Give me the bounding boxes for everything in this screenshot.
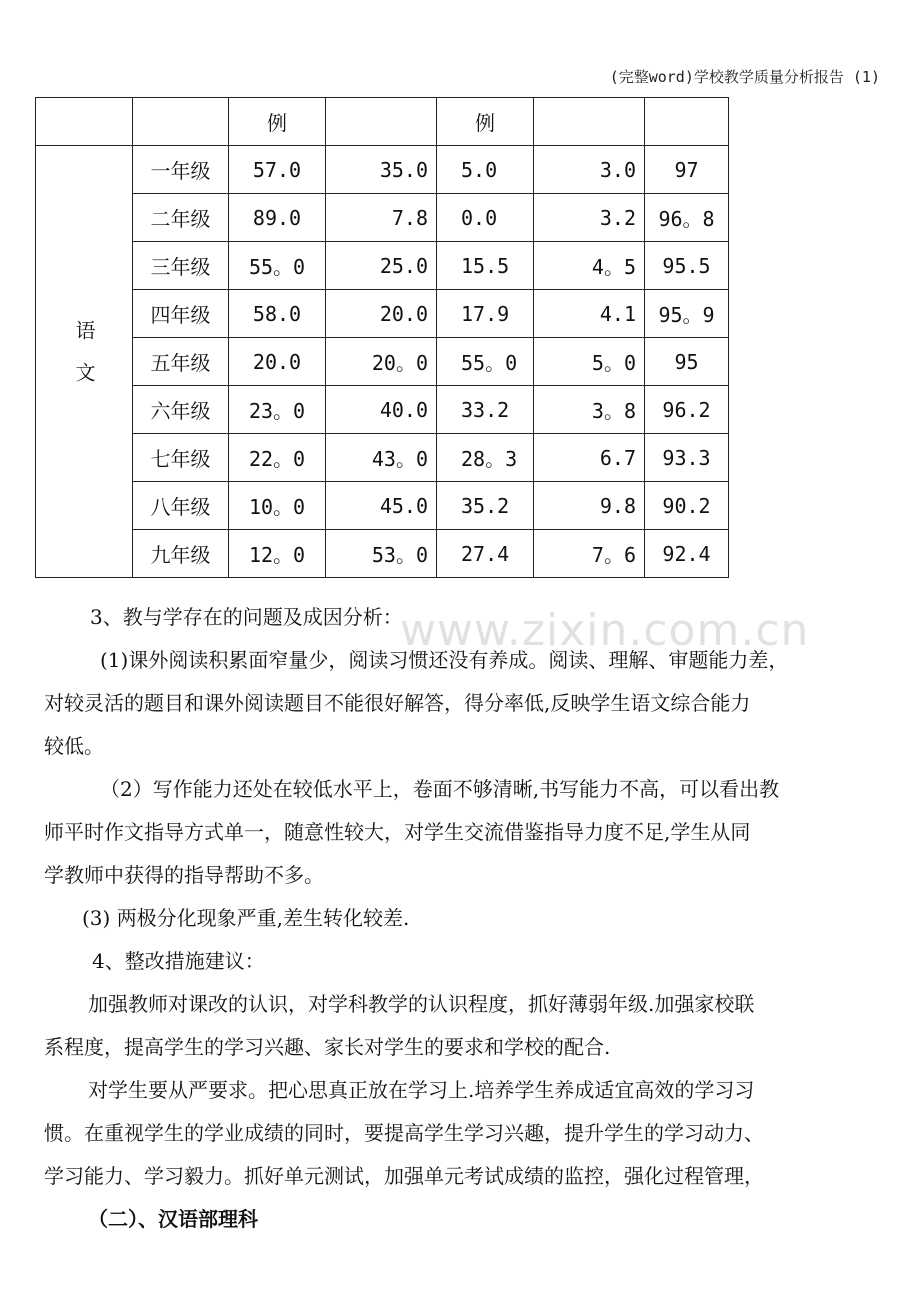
value-cell: 43。0 bbox=[326, 434, 437, 482]
value-cell: 35.2 bbox=[437, 482, 534, 530]
value-cell: 3.0 bbox=[534, 146, 645, 194]
value-cell: 23。0 bbox=[229, 386, 326, 434]
value-cell: 3.2 bbox=[534, 194, 645, 242]
table-row bbox=[36, 530, 729, 578]
value-cell: 22。0 bbox=[229, 434, 326, 482]
grade-cell: 二年级 bbox=[133, 194, 229, 242]
watermark: www.zixin.com.cn bbox=[400, 605, 810, 656]
section-heading: 3、教与学存在的问题及成因分析： bbox=[90, 605, 403, 629]
paragraph-line: 师平时作文指导方式单一，随意性较大，对学生交流借鉴指导力度不足,学生从同 bbox=[44, 820, 751, 844]
table-header-row bbox=[36, 98, 729, 146]
value-cell: 9.8 bbox=[534, 482, 645, 530]
paragraph-line: 学教师中获得的指导帮助不多。 bbox=[44, 863, 324, 887]
value-cell: 15.5 bbox=[437, 242, 534, 290]
value-cell: 20.0 bbox=[229, 338, 326, 386]
table-row bbox=[36, 386, 729, 434]
paragraph-line: 对较灵活的题目和课外阅读题目不能很好解答，得分率低,反映学生语文综合能力 bbox=[44, 691, 751, 715]
grade-cell: 五年级 bbox=[133, 338, 229, 386]
value-cell: 3。8 bbox=[534, 386, 645, 434]
value-cell: 40.0 bbox=[326, 386, 437, 434]
value-cell: 33.2 bbox=[437, 386, 534, 434]
value-cell: 12。0 bbox=[229, 530, 326, 578]
paragraph: (3) 两极分化现象严重,差生转化较差. bbox=[82, 906, 410, 930]
report-body bbox=[44, 596, 884, 1241]
header-cell bbox=[36, 98, 133, 146]
grade-cell: 三年级 bbox=[133, 242, 229, 290]
value-cell: 58.0 bbox=[229, 290, 326, 338]
value-cell: 4.1 bbox=[534, 290, 645, 338]
paragraph: 对学生要从严要求。把心思真正放在学习上.培养学生养成适宜高效的学习习 bbox=[88, 1078, 755, 1102]
grade-score-table bbox=[35, 97, 729, 578]
header-cell: 例 bbox=[229, 98, 326, 146]
value-cell: 27.4 bbox=[437, 530, 534, 578]
section-title: （二）、汉语部理科 bbox=[88, 1207, 258, 1231]
paragraph-line: 系程度，提高学生的学习兴趣、家长对学生的要求和学校的配合. bbox=[44, 1035, 611, 1059]
value-cell: 93.3 bbox=[645, 434, 729, 482]
section-heading: 4、整改措施建议： bbox=[92, 949, 265, 973]
grade-cell: 一年级 bbox=[133, 146, 229, 194]
table-row bbox=[36, 482, 729, 530]
header-cell bbox=[645, 98, 729, 146]
header-cell: 例 bbox=[437, 98, 534, 146]
value-cell: 5.0 bbox=[437, 146, 534, 194]
table-row bbox=[36, 290, 729, 338]
table-row bbox=[36, 242, 729, 290]
value-cell: 90.2 bbox=[645, 482, 729, 530]
paragraph-line: 学习能力、学习毅力。抓好单元测试，加强单元考试成绩的监控，强化过程管理， bbox=[44, 1164, 764, 1188]
header-cell bbox=[326, 98, 437, 146]
value-cell: 96.2 bbox=[645, 386, 729, 434]
value-cell: 20.0 bbox=[326, 290, 437, 338]
subject-cell: 语文 bbox=[36, 146, 133, 578]
value-cell: 7。6 bbox=[534, 530, 645, 578]
paragraph-line: 较低。 bbox=[44, 734, 104, 758]
header-cell bbox=[534, 98, 645, 146]
table-row bbox=[36, 194, 729, 242]
value-cell: 17.9 bbox=[437, 290, 534, 338]
paragraph: （2）写作能力还处在较低水平上，卷面不够清晰,书写能力不高，可以看出教 bbox=[100, 777, 780, 801]
value-cell: 92.4 bbox=[645, 530, 729, 578]
grade-cell: 四年级 bbox=[133, 290, 229, 338]
value-cell: 45.0 bbox=[326, 482, 437, 530]
value-cell: 20。0 bbox=[326, 338, 437, 386]
value-cell: 89.0 bbox=[229, 194, 326, 242]
value-cell: 35.0 bbox=[326, 146, 437, 194]
value-cell: 95.5 bbox=[645, 242, 729, 290]
value-cell: 57.0 bbox=[229, 146, 326, 194]
paragraph-line: 惯。在重视学生的学业成绩的同时，要提高学生学习兴趣，提升学生的学习动力、 bbox=[44, 1121, 764, 1145]
header-cell bbox=[133, 98, 229, 146]
value-cell: 55。0 bbox=[229, 242, 326, 290]
value-cell: 7.8 bbox=[326, 194, 437, 242]
value-cell: 6.7 bbox=[534, 434, 645, 482]
value-cell: 55。0 bbox=[437, 338, 534, 386]
value-cell: 25.0 bbox=[326, 242, 437, 290]
grade-cell: 八年级 bbox=[133, 482, 229, 530]
paragraph: 加强教师对课改的认识，对学科教学的认识程度，抓好薄弱年级.加强家校联 bbox=[88, 992, 755, 1016]
value-cell: 95 bbox=[645, 338, 729, 386]
value-cell: 53。0 bbox=[326, 530, 437, 578]
value-cell: 4。5 bbox=[534, 242, 645, 290]
table-row bbox=[36, 146, 729, 194]
value-cell: 97 bbox=[645, 146, 729, 194]
table-row bbox=[36, 434, 729, 482]
value-cell: 10。0 bbox=[229, 482, 326, 530]
value-cell: 96。8 bbox=[645, 194, 729, 242]
value-cell: 28。3 bbox=[437, 434, 534, 482]
value-cell: 95。9 bbox=[645, 290, 729, 338]
grade-cell: 七年级 bbox=[133, 434, 229, 482]
value-cell: 0.0 bbox=[437, 194, 534, 242]
document-header: (完整word)学校教学质量分析报告 (1) bbox=[609, 68, 880, 86]
grade-cell: 九年级 bbox=[133, 530, 229, 578]
paragraph: (1)课外阅读积累面窄量少，阅读习惯还没有养成。阅读、理解、审题能力差， bbox=[100, 648, 789, 672]
table-row bbox=[36, 338, 729, 386]
grade-cell: 六年级 bbox=[133, 386, 229, 434]
value-cell: 5。0 bbox=[534, 338, 645, 386]
